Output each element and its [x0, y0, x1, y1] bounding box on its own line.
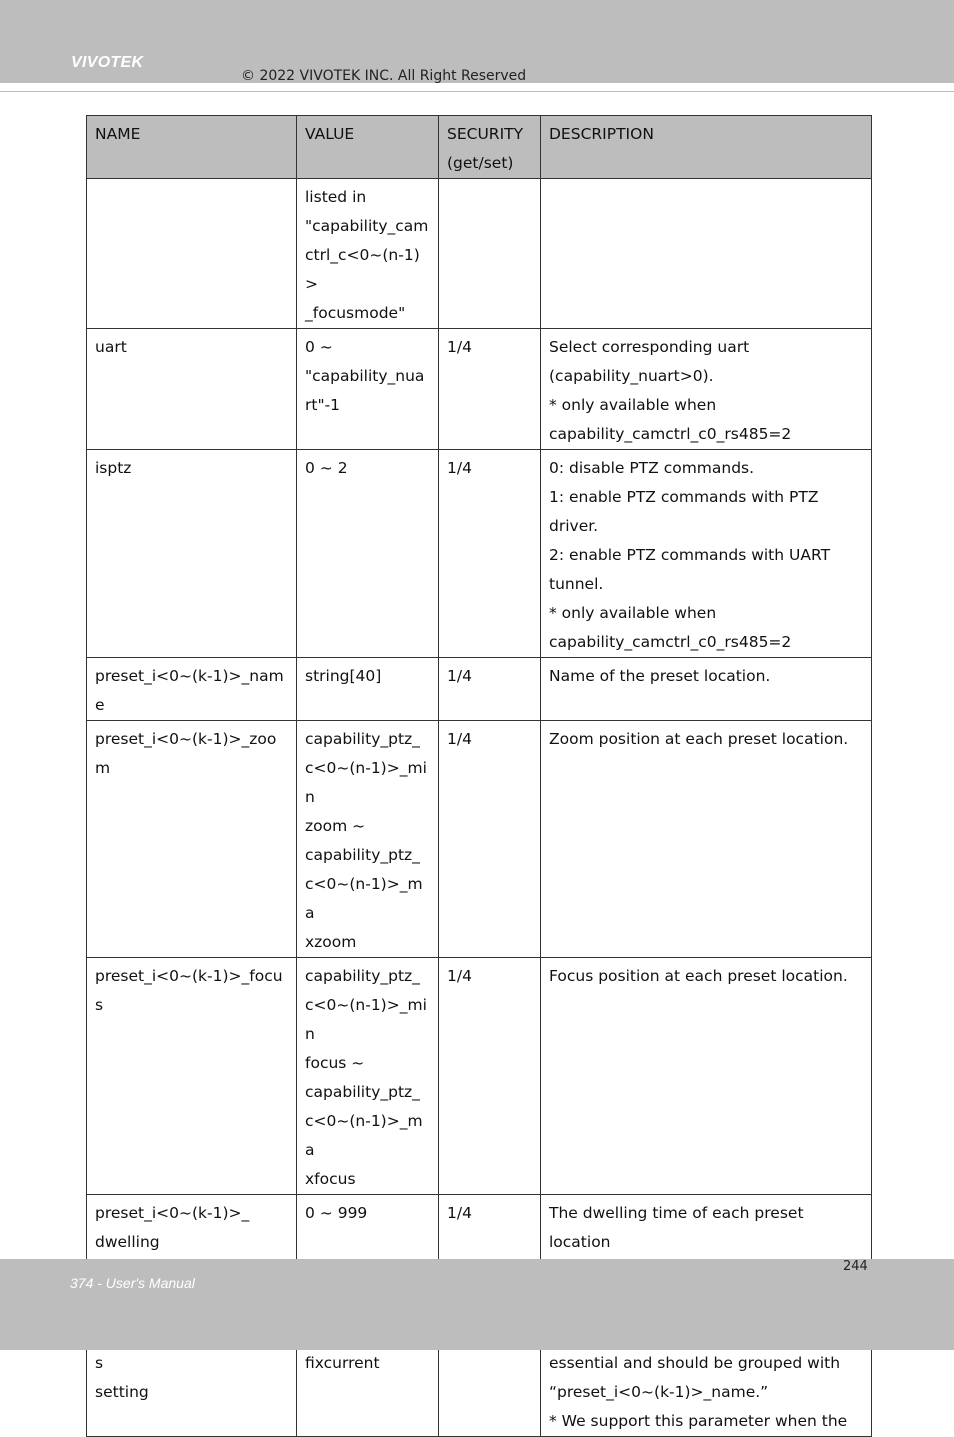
cell-description	[541, 658, 872, 721]
header-security: SECURITY (get/set)	[439, 116, 541, 179]
cell-line: _focusmode"	[305, 304, 406, 322]
cell-line: 1/4	[447, 967, 472, 985]
cell-value	[297, 329, 439, 450]
cell-line: c<0~(n-1)>_ma	[305, 875, 423, 922]
cell-line: isptz	[95, 459, 132, 477]
cell-value	[297, 658, 439, 721]
page-number: 244	[843, 1259, 868, 1274]
page-footer	[0, 1259, 954, 1350]
cell-line: 0 ~ 2	[305, 459, 348, 477]
cell-line: uart	[95, 338, 127, 356]
cell-line: * only available when	[549, 604, 717, 622]
cell-line: * We support this parameter when the	[549, 1412, 848, 1430]
cell-line: "capability_cam	[305, 217, 429, 235]
cell-line: 0: disable PTZ commands.	[549, 459, 755, 477]
cell-line: 1/4	[447, 459, 472, 477]
cell-line: zoom ~	[305, 817, 366, 835]
cell-line: preset_i<0~(k-1)>_zoom	[95, 730, 277, 777]
cell-security	[439, 329, 541, 450]
cell-line: 0 ~ 999	[305, 1204, 368, 1222]
cell-line: location	[549, 1233, 611, 1251]
cell-name	[87, 658, 297, 721]
cell-line: 1/4	[447, 338, 472, 356]
cell-line: capability_ptz_	[305, 1083, 420, 1101]
cell-line: driver.	[549, 517, 599, 535]
cell-line: preset_i<0~(k-1)>_	[95, 1204, 250, 1222]
cell-security	[439, 958, 541, 1195]
cell-value	[297, 179, 439, 329]
cell-security	[439, 450, 541, 658]
header-value: VALUE	[297, 116, 439, 179]
parameter-table	[86, 115, 872, 1437]
cell-description	[541, 721, 872, 958]
table-row	[87, 179, 872, 329]
cell-line: fixcurrent	[305, 1354, 380, 1372]
cell-description	[541, 329, 872, 450]
cell-line: setting	[95, 1383, 149, 1401]
header-divider	[0, 91, 954, 92]
table-header-row	[87, 116, 872, 179]
cell-line: "capability_nua	[305, 367, 425, 385]
copyright-notice: © 2022 VIVOTEK INC. All Right Reserved	[241, 68, 527, 84]
cell-line: c<0~(n-1)>_min	[305, 759, 427, 806]
cell-line: 1/4	[447, 1204, 472, 1222]
cell-line: 0 ~	[305, 338, 333, 356]
cell-line: xfocus	[305, 1170, 356, 1188]
cell-security	[439, 179, 541, 329]
cell-line: * only available when	[549, 396, 717, 414]
cell-line: rt"-1	[305, 396, 341, 414]
cell-line: preset_i<0~(k-1)>_focus	[95, 967, 283, 1014]
cell-line: dwelling	[95, 1233, 160, 1251]
cell-value	[297, 958, 439, 1195]
cell-security	[439, 721, 541, 958]
cell-line: The dwelling time of each preset	[549, 1204, 804, 1222]
cell-line: 1/4	[447, 730, 472, 748]
header-description: DESCRIPTION	[541, 116, 872, 179]
cell-security	[439, 658, 541, 721]
cell-line: “preset_i<0~(k-1)>_name.”	[549, 1383, 769, 1401]
cell-line: capability_camctrl_c0_rs485=2	[549, 425, 792, 443]
cell-line: capability_ptz_	[305, 730, 420, 748]
cell-line: essential and should be grouped with	[549, 1354, 841, 1372]
cell-line: capability_camctrl_c0_rs485=2	[549, 633, 792, 651]
cell-line: 1/4	[447, 667, 472, 685]
cell-line: c<0~(n-1)>_min	[305, 996, 427, 1043]
cell-name	[87, 721, 297, 958]
cell-value	[297, 450, 439, 658]
cell-line: ctrl_c<0~(n-1)>	[305, 246, 420, 293]
cell-line: xzoom	[305, 933, 357, 951]
cell-name	[87, 958, 297, 1195]
cell-line: preset_i<0~(k-1)>_name	[95, 667, 284, 714]
cell-description	[541, 179, 872, 329]
cell-line: c<0~(n-1)>_ma	[305, 1112, 423, 1159]
cell-description	[541, 450, 872, 658]
table-row	[87, 329, 872, 450]
cell-description	[541, 958, 872, 1195]
manual-label: 374 - User's Manual	[70, 1275, 195, 1291]
cell-line: Focus position at each preset location.	[549, 967, 848, 985]
table-row	[87, 958, 872, 1195]
cell-line: (capability_nuart>0).	[549, 367, 714, 385]
cell-line: Select corresponding uart	[549, 338, 750, 356]
cell-line: Zoom position at each preset location.	[549, 730, 849, 748]
table-body	[87, 179, 872, 1437]
cell-line: capability_ptz_	[305, 846, 420, 864]
cell-line: tunnel.	[549, 575, 604, 593]
cell-value	[297, 721, 439, 958]
table-row	[87, 721, 872, 958]
cell-line: focus ~	[305, 1054, 365, 1072]
cell-line: s	[95, 1354, 104, 1372]
cell-name	[87, 179, 297, 329]
cell-line: capability_ptz_	[305, 967, 420, 985]
cell-line: 2: enable PTZ commands with UART	[549, 546, 831, 564]
cell-line: string[40]	[305, 667, 382, 685]
brand-logo: VIVOTEK	[71, 54, 144, 71]
table-row	[87, 450, 872, 658]
table-row	[87, 658, 872, 721]
cell-line: Name of the preset location.	[549, 667, 771, 685]
cell-name	[87, 450, 297, 658]
cell-line: listed in	[305, 188, 367, 206]
cell-name	[87, 329, 297, 450]
cell-line: 1: enable PTZ commands with PTZ	[549, 488, 819, 506]
header-name: NAME	[87, 116, 297, 179]
